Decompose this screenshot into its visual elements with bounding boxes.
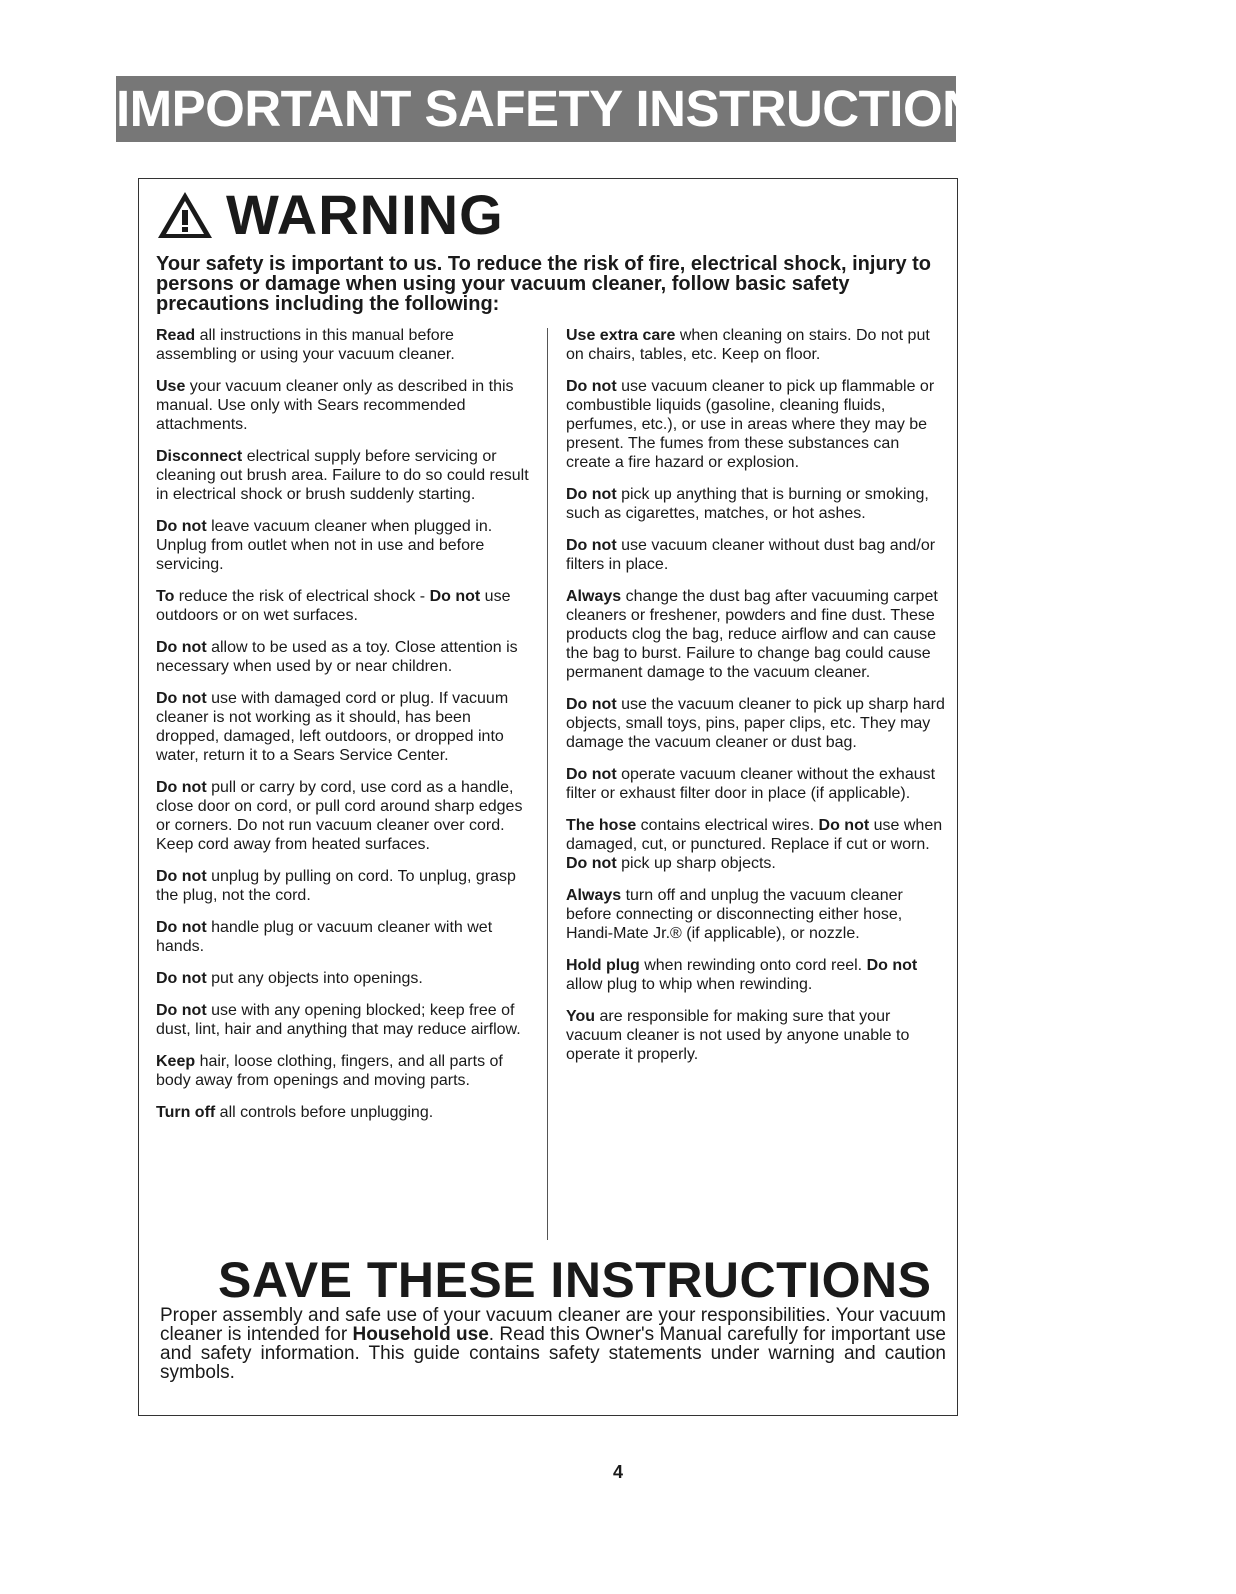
list-item: Hold plug when rewinding onto cord reel. Do not allow plug to whip when rewinding. xyxy=(566,957,918,993)
column-divider xyxy=(547,328,548,1240)
list-item: Always turn off and unplug the vacuum cleaner before connecting or disconnecting either hose, Handi-Mate Jr.® (if applicable), or nozzle. xyxy=(566,887,903,942)
list-item: Turn off all controls before unplugging. xyxy=(156,1104,434,1121)
list-item: Do not use with any opening blocked; keep free of dust, lint, hair and anything that may reduce airflow. xyxy=(156,1002,521,1038)
list-item: Do not handle plug or vacuum cleaner with wet hands. xyxy=(156,919,493,955)
warning-triangle-icon xyxy=(156,190,214,240)
list-item: Do not unplug by pulling on cord. To unplug, grasp the plug, not the cord. xyxy=(156,868,516,904)
list-item: Do not pick up anything that is burning or smoking, such as cigarettes, matches, or hot ashes. xyxy=(566,486,929,522)
save-instructions-title: SAVE THESE INSTRUCTIONS xyxy=(218,1252,932,1308)
list-item: You are responsible for making sure that your vacuum cleaner is not used by anyone unable to operate it properly. xyxy=(566,1008,910,1063)
list-item: Keep hair, loose clothing, fingers, and all parts of body away from openings and moving parts. xyxy=(156,1053,503,1089)
list-item: To reduce the risk of electrical shock - Do not use outdoors or on wet surfaces. xyxy=(156,588,511,624)
list-item: Use your vacuum cleaner only as described in this manual. Use only with Sears recommended attachments. xyxy=(156,378,514,433)
list-item: The hose contains electrical wires. Do not use when damaged, cut, or punctured. Replace if cut or worn. Do not pick up sharp objects. xyxy=(566,817,943,872)
banner-title: IMPORTANT SAFETY INSTRUCTIONS xyxy=(116,80,1012,137)
warning-intro: Your safety is important to us. To reduce the risk of fire, electrical shock, injury to persons or damage when using your vacuum cleaner, follow basic safety precautions including the following: xyxy=(156,253,931,315)
list-item: Do not put any objects into openings. xyxy=(156,970,423,987)
list-item: Do not leave vacuum cleaner when plugged in. Unplug from outlet when not in use and before servicing. xyxy=(156,518,493,573)
right-column xyxy=(566,326,948,1077)
title-banner xyxy=(116,76,1012,142)
list-item: Do not pull or carry by cord, use cord as a handle, close door on cord, or pull cord around sharp edges or corners. Do not run vacuum cleaner over cord. Keep cord away from heated surfaces. xyxy=(156,779,523,853)
list-item: Disconnect electrical supply before servicing or cleaning out brush area. Failure to do so could result in electrical shock or brush suddenly starting. xyxy=(156,448,529,503)
closing-paragraph: Proper assembly and safe use of your vacuum cleaner are your responsibilities. Your vacuum cleaner is intended for Household use. Read this Owner's Manual carefully for important use and safety information. This guide contains safety statements under warning and caution symbols. xyxy=(160,1305,946,1383)
list-item: Do not use the vacuum cleaner to pick up sharp hard objects, small toys, pins, paper clips, etc. They may damage the vacuum cleaner or dust bag. xyxy=(566,696,945,751)
warning-header xyxy=(156,184,504,246)
list-item: Use extra care when cleaning on stairs. Do not put on chairs, tables, etc. Keep on floor. xyxy=(566,327,930,363)
list-item: Do not allow to be used as a toy. Close attention is necessary when used by or near children. xyxy=(156,639,518,675)
left-column xyxy=(156,326,532,1135)
list-item: Do not use vacuum cleaner without dust bag and/or filters in place. xyxy=(566,537,936,573)
list-item: Read all instructions in this manual before assembling or using your vacuum cleaner. xyxy=(156,327,455,363)
warning-title: WARNING xyxy=(226,183,504,246)
list-item: Do not operate vacuum cleaner without the exhaust filter or exhaust filter door in place (if applicable). xyxy=(566,766,936,802)
list-item: Do not use vacuum cleaner to pick up flammable or combustible liquids (gasoline, cleaning fluids, perfumes, etc.), or use in areas where they may be present. The fumes from these substances can create a fire hazard or explosion. xyxy=(566,378,935,471)
list-item: Always change the dust bag after vacuuming carpet cleaners or freshener, powders and fine dust. These products clog the bag, reduce airflow and can cause the bag to burst. Failure to change bag could cause permanent damage to the vacuum cleaner. xyxy=(566,588,938,681)
list-item: Do not use with damaged cord or plug. If vacuum cleaner is not working as it should, has been dropped, damaged, left outdoors, or dropped into water, return it to a Sears Service Center. xyxy=(156,690,509,764)
page-number: 4 xyxy=(612,1462,623,1482)
